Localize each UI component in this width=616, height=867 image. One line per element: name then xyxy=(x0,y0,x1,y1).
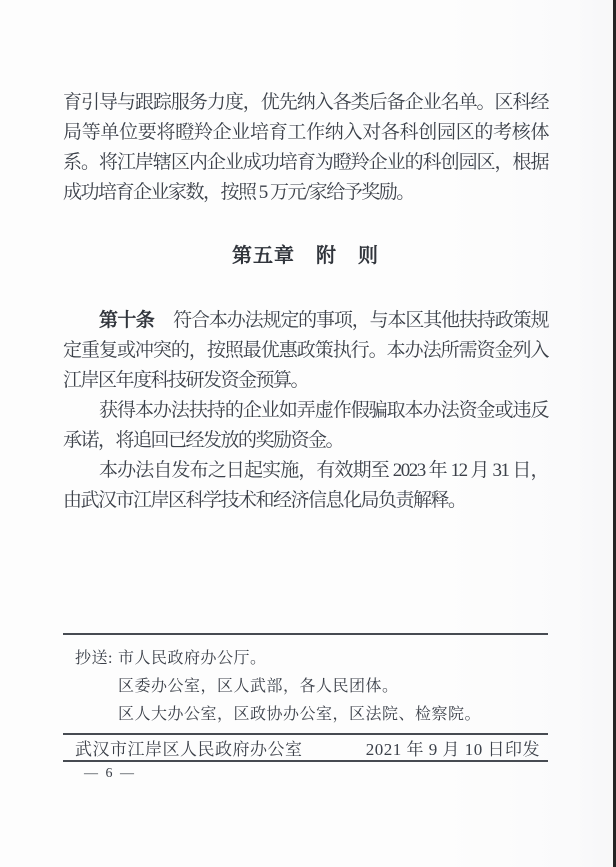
validity-clause-paragraph: 本办法自发布之日起实施，有效期至 2023 年 12 月 31 日，由武汉市江岸区科学技术和经济信息化局负责解释。 xyxy=(63,460,548,511)
cc-section xyxy=(63,633,548,733)
cc-grid xyxy=(75,645,548,729)
cc-line-3: 区人大办公室，区政协办公室，区法院、检察院。 xyxy=(118,706,482,723)
cc-line-2: 区委办公室，区人武部，各人民团体。 xyxy=(118,678,399,695)
print-date: 2021 年 9 月 10 日印发 xyxy=(365,740,540,759)
page-number: — 6 — xyxy=(84,766,136,781)
chapter-heading: 第五章 附 则 xyxy=(232,245,379,267)
document-body xyxy=(63,88,548,516)
colophon-bar xyxy=(63,733,548,762)
article-10-text: 符合本办法规定的事项，与本区其他扶持政策规定重复或冲突的，按照最优惠政策执行。本办法所需资金列入江岸区年度科技研发资金预算。 xyxy=(63,310,548,391)
article-10-label: 第十条 xyxy=(99,310,155,331)
cc-label: 抄送: xyxy=(75,650,113,667)
article-10-paragraph xyxy=(63,306,548,396)
issuing-office: 武汉市江岸区人民政府办公室 xyxy=(75,740,303,759)
cc-line-1: 市人民政府办公厅。 xyxy=(118,650,267,667)
fraud-clause-paragraph: 获得本办法扶持的企业如弄虚作假骗取本办法资金或违反承诺，将追回已经发放的奖励资金。 xyxy=(63,400,548,451)
continuation-paragraph: 育引导与跟踪服务力度，优先纳入各类后备企业名单。区科经局等单位要将瞪羚企业培育工作纳入对各科创园区的考核体系。将江岸辖区内企业成功培育为瞪羚企业的科创园区，根据成功培育企业家数，按照 5 万元/家给予奖励。 xyxy=(63,92,548,203)
